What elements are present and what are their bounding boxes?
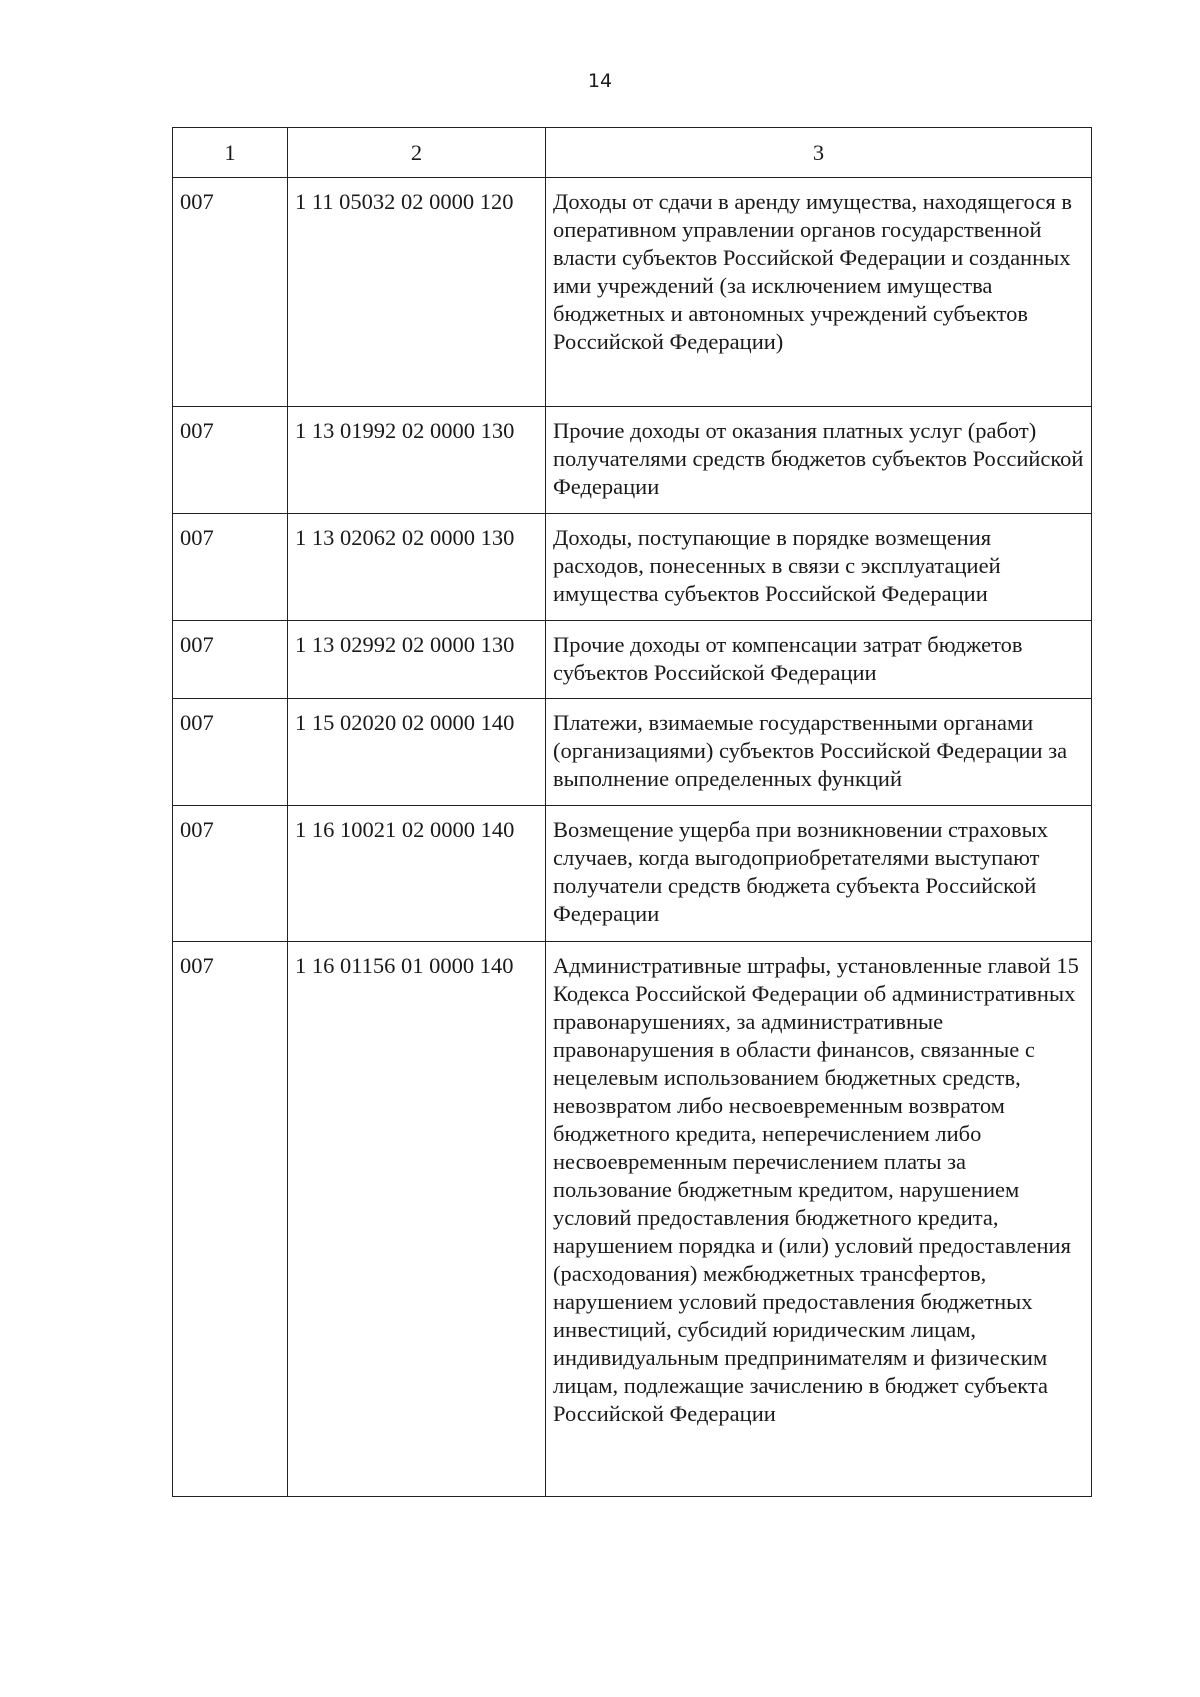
admin-code-cell: 007 <box>173 699 288 806</box>
column-header-1: 1 <box>173 128 288 178</box>
table-row <box>173 942 1092 1497</box>
page-number: 14 <box>587 70 613 92</box>
revenue-codes-table <box>172 127 1092 1497</box>
table-row <box>173 407 1092 514</box>
budget-classification-code-cell: 1 11 05032 02 0000 120 <box>288 178 546 407</box>
table-row <box>173 699 1092 806</box>
table-row <box>173 178 1092 407</box>
budget-classification-code-cell: 1 16 10021 02 0000 140 <box>288 806 546 942</box>
admin-code-cell: 007 <box>173 178 288 407</box>
column-header-2: 2 <box>288 128 546 178</box>
budget-classification-code-cell: 1 16 01156 01 0000 140 <box>288 942 546 1497</box>
table-row <box>173 621 1092 699</box>
budget-classification-code-cell: 1 13 02062 02 0000 130 <box>288 514 546 621</box>
admin-code-cell: 007 <box>173 806 288 942</box>
table-row <box>173 514 1092 621</box>
revenue-description-cell: Доходы от сдачи в аренду имущества, находящегося в оперативном управлении органов государственной власти субъектов Российской Федерации и созданных ими учреждений (за исключением имущества бюджетных и автономных учреждений субъектов Российской Федерации) <box>546 178 1092 407</box>
table-row <box>173 806 1092 942</box>
revenue-description-cell: Прочие доходы от оказания платных услуг (работ) получателями средств бюджетов субъектов Российской Федерации <box>546 407 1092 514</box>
budget-classification-code-cell: 1 13 01992 02 0000 130 <box>288 407 546 514</box>
table-header-row <box>173 128 1092 178</box>
revenue-description-cell: Возмещение ущерба при возникновении страховых случаев, когда выгодоприобретателями выступают получатели средств бюджета субъекта Российской Федерации <box>546 806 1092 942</box>
column-header-3: 3 <box>546 128 1092 178</box>
revenue-description-cell: Прочие доходы от компенсации затрат бюджетов субъектов Российской Федерации <box>546 621 1092 699</box>
admin-code-cell: 007 <box>173 942 288 1497</box>
admin-code-cell: 007 <box>173 514 288 621</box>
admin-code-cell: 007 <box>173 407 288 514</box>
revenue-description-cell: Административные штрафы, установленные главой 15 Кодекса Российской Федерации об административных правонарушениях, за административные правонарушения в области финансов, связанные с нецелевым использованием бюджетных средств, невозвратом либо несвоевременным возвратом бюджетного кредита, неперечислением либо несвоевременным перечислением платы за пользование бюджетным кредитом, нарушением условий предоставления бюджетного кредита, нарушением порядка и (или) условий предоставления (расходования) межбюджетных трансфертов, нарушением условий предоставления бюджетных инвестиций, субсидий юридическим лицам, индивидуальным предпринимателям и физическим лицам, подлежащие зачислению в бюджет субъекта Российской Федерации <box>546 942 1092 1497</box>
budget-classification-code-cell: 1 15 02020 02 0000 140 <box>288 699 546 806</box>
revenue-description-cell: Платежи, взимаемые государственными органами (организациями) субъектов Российской Федерации за выполнение определенных функций <box>546 699 1092 806</box>
budget-classification-code-cell: 1 13 02992 02 0000 130 <box>288 621 546 699</box>
admin-code-cell: 007 <box>173 621 288 699</box>
revenue-description-cell: Доходы, поступающие в порядке возмещения расходов, понесенных в связи с эксплуатацией имущества субъектов Российской Федерации <box>546 514 1092 621</box>
